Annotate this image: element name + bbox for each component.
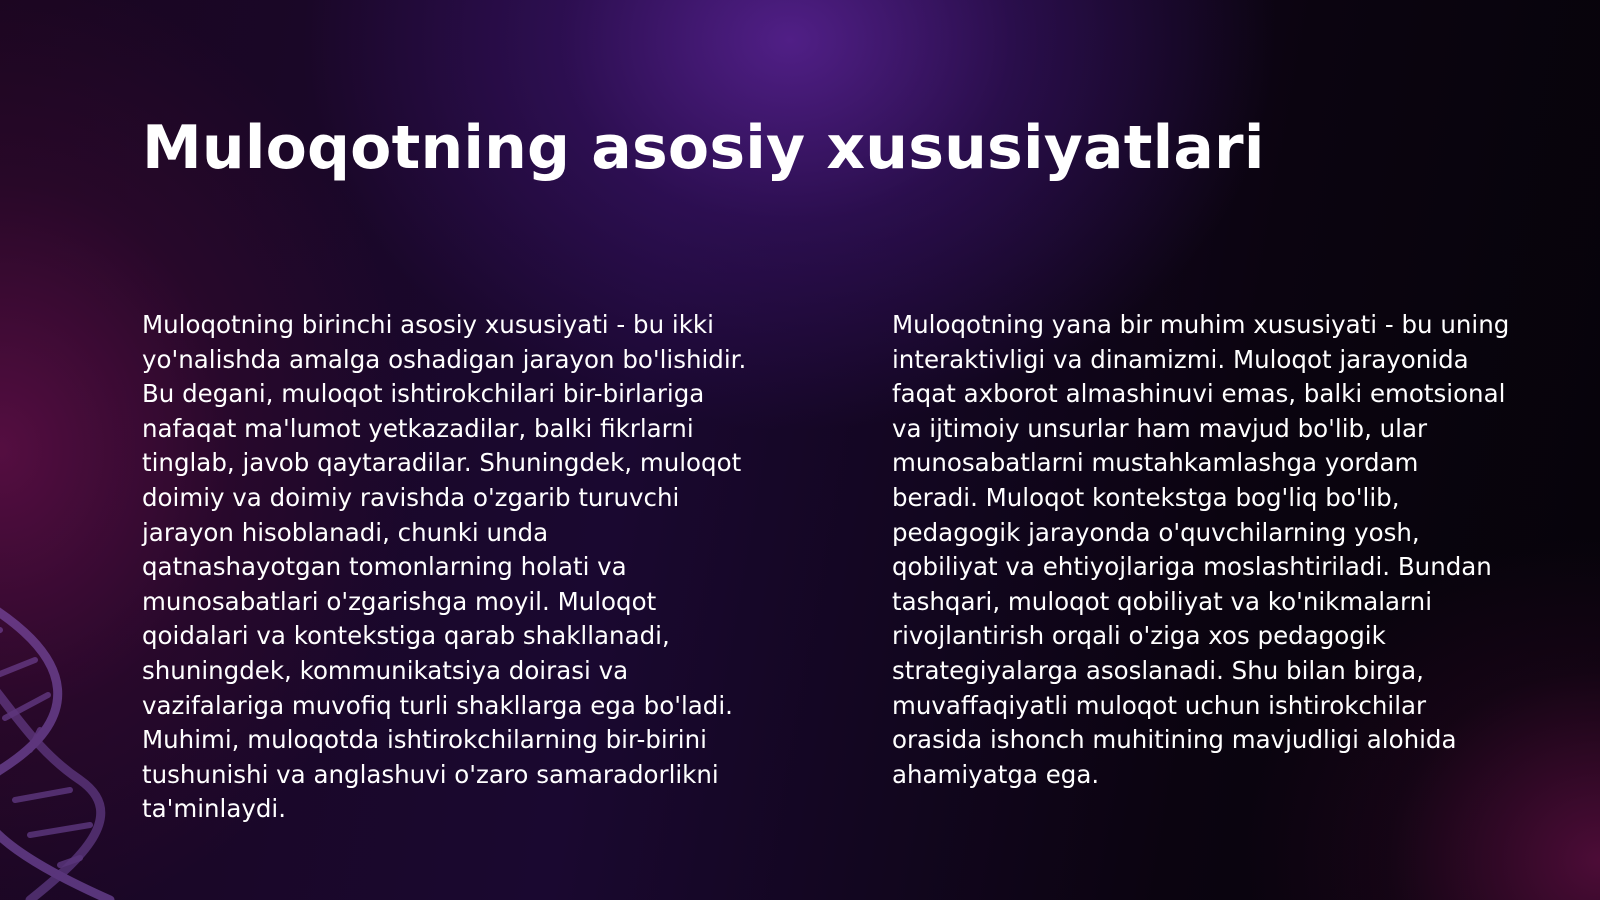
slide-title: Muloqotning asosiy xususiyatlari: [142, 113, 1265, 183]
right-paragraph: Muloqotning yana bir muhim xususiyati - bu uning interaktivligi va dinamizmi. Muloqot jarayonida faqat axborot almashinuvi emas, balki emotsional va ijtimoiy unsurlar ham mavjud bo'lib, ular munosabatlarni mustahkamlashga yordam beradi. Muloqot kontekstga bog'liq bo'lib, pedagogik jarayonda o'quvchilarning yosh, qobiliyat va ehtiyojlariga moslashtiriladi. Bundan tashqari, muloqot qobiliyat va ko'nikmalarni rivojlantirish orqali o'ziga xos pedagogik strategiyalarga asoslanadi. Shu bilan birga, muvaffaqiyatli muloqot uchun ishtirokchilar orasida ishonch muhitining mavjudligi alohida ahamiyatga ega.: [892, 310, 1510, 789]
dna-helix-icon: [0, 600, 160, 900]
left-paragraph: Muloqotning birinchi asosiy xususiyati - bu ikki yo'nalishda amalga oshadigan jarayon bo'lishidir. Bu degani, muloqot ishtirokchilari bir-birlariga nafaqat ma'lumot yetkazadilar, balki fikrlarni tinglab, javob qaytaradilar. Shuningdek, muloqot doimiy va doimiy ravishda o'zgarib turuvchi jarayon hisoblanadi, chunki unda qatnashayotgan tomonlarning holati va munosabatlari o'zgarishga moyil. Muloqot qoidalari va kontekstiga qarab shakllanadi, shuningdek, kommunikatsiya doirasi va vazifalariga muvofiq turli shakllarga ega bo'ladi. Muhimi, muloqotda ishtirokchilarning bir-birini tushunishi va anglashuvi o'zaro samaradorlikni ta'minlaydi.: [142, 310, 747, 824]
